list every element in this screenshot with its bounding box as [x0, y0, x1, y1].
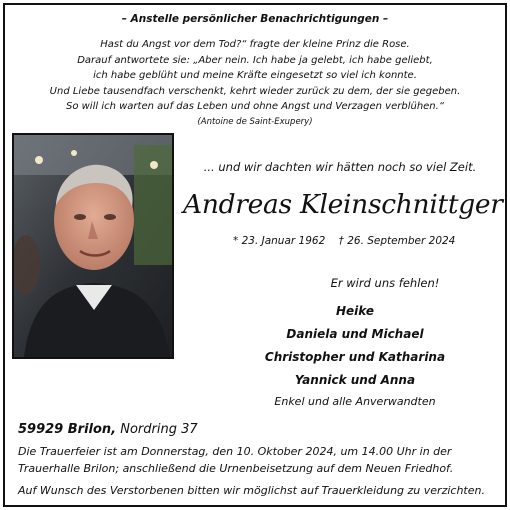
- death-date: † 26. September 2024: [338, 235, 456, 247]
- life-dates: [233, 235, 493, 247]
- family-member: Christopher und Katharina: [264, 350, 446, 364]
- family-member: Daniela und Michael: [286, 327, 424, 341]
- quote-line: Darauf antwortete sie: „Aber nein. Ich habe ja gelebt, ich habe geliebt,: [77, 54, 433, 66]
- ceremony-line: Die Trauerfeier ist am Donnerstag, den 10. Oktober 2024, um 14.00 Uhr in der: [18, 445, 452, 458]
- family-member: Yannick und Anna: [294, 373, 416, 387]
- ceremony-line: Trauerhalle Brilon; anschließend die Urnenbeisetzung auf dem Neuen Friedhof.: [18, 461, 454, 475]
- quote-line: ich habe geblüht und meine Kräfte eingesetzt so viel ich konnte.: [93, 70, 417, 82]
- quote-line: So will ich warten auf das Leben und ohne Angst und Verzagen verblühen.“: [65, 101, 445, 113]
- other-relatives: Enkel und alle Anverwandten: [274, 395, 436, 408]
- quote-line: Hast du Angst vor dem Tod?“ fragte der kleine Prinz die Rose.: [100, 39, 410, 50]
- subline-text: ... und wir dachten wir hätten noch so viel Zeit.: [203, 160, 477, 174]
- quote-attribution: (Antoine de Saint-Exupery): [197, 116, 313, 127]
- address-city: 59929 Brilon,: [18, 422, 117, 437]
- ceremony-info: [18, 444, 498, 477]
- address: [18, 422, 198, 437]
- birth-date: * 23. Januar 1962: [233, 235, 326, 247]
- portrait-illustration: [14, 135, 172, 357]
- quote-line: Und Liebe tausendfach verschenkt, kehrt wieder zurück zu dem, der sie gegeben.: [49, 85, 461, 97]
- deceased-name: Andreas Kleinschnittger: [183, 189, 503, 220]
- family-list: [200, 300, 510, 392]
- family-member: Heike: [336, 304, 374, 318]
- missed-text: Er wird uns fehlen!: [330, 276, 440, 290]
- address-street: Nordring 37: [120, 422, 198, 437]
- quote-block: [0, 37, 510, 131]
- notice-headline: – Anstelle persönlicher Benachrichtigungen –: [121, 13, 389, 25]
- portrait-photo: [12, 133, 174, 359]
- dress-wish: Auf Wunsch des Verstorbenen bitten wir möglichst auf Trauerkleidung zu verzichten.: [18, 484, 485, 497]
